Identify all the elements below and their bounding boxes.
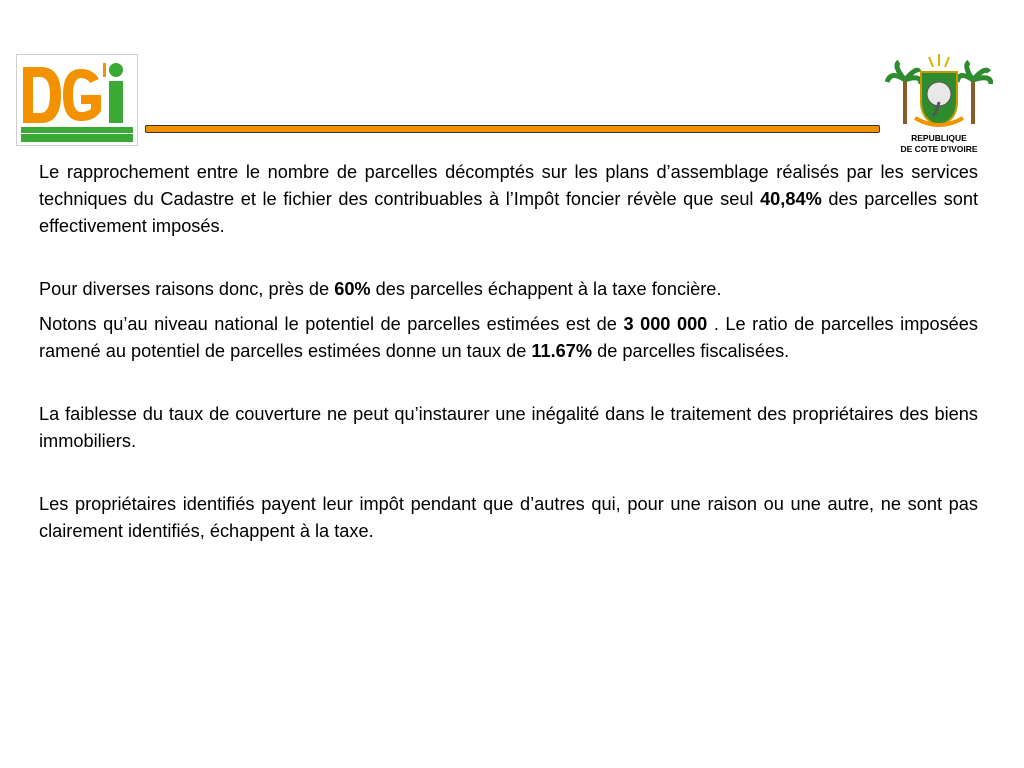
paragraph-inequality — [39, 401, 978, 455]
p2-text-1: Pour diverses raisons donc, près de — [39, 279, 335, 299]
dgi-logo-icon — [17, 55, 137, 145]
p1-text-2: des parcelles sont effectivement imposés. — [39, 189, 978, 236]
p3-parcel-potential: 3 000 000 — [623, 314, 708, 334]
coat-of-arms-icon — [885, 52, 993, 134]
coat-of-arms-caption-line1: REPUBLIQUE — [911, 133, 967, 143]
p5-text-1: Les propriétaires identifiés payent leur impôt pendant que d’autres qui, pour une raison ou une autre, ne sont pas clairement identifiés, échappent à la taxe. — [39, 494, 978, 541]
p3-text-2: . Le ratio de parcelles imposées ramené au potentiel de parcelles estimées donne un taux de — [39, 314, 978, 361]
p2-text-2: des parcelles échappent à la taxe foncière. — [370, 279, 722, 299]
p4-text-1: La faiblesse du taux de couverture ne peut qu’instaurer une inégalité dans le traitement des propriétaires des biens immobiliers. — [39, 404, 978, 451]
slide-body — [39, 159, 978, 545]
coat-of-arms-caption — [880, 133, 998, 155]
header-divider — [145, 125, 880, 133]
p1-rate-taxed: 40,84% — [760, 189, 822, 209]
paragraph-national-potential — [39, 311, 978, 365]
coat-of-arms-caption-line2: DE COTE D'IVOIRE — [900, 144, 978, 154]
paragraph-cadastre-comparison — [39, 159, 978, 240]
p3-text-3: de parcelles fiscalisées. — [592, 341, 790, 361]
paragraph-untaxed-share — [39, 276, 978, 303]
p2-rate-untaxed: 60% — [334, 279, 371, 299]
dgi-logo — [16, 54, 138, 146]
p3-rate-fiscalised: 11.67% — [531, 341, 593, 361]
paragraph-identified-owners — [39, 491, 978, 545]
p3-text-1: Notons qu’au niveau national le potentiel de parcelles estimées est de — [39, 314, 624, 334]
p1-text-1: Le rapprochement entre le nombre de parcelles décomptés sur les plans d’assemblage réalisés par les services techniques du Cadastre et le fichier des contribuables à l’Impôt foncier révèle que seul — [39, 162, 978, 209]
